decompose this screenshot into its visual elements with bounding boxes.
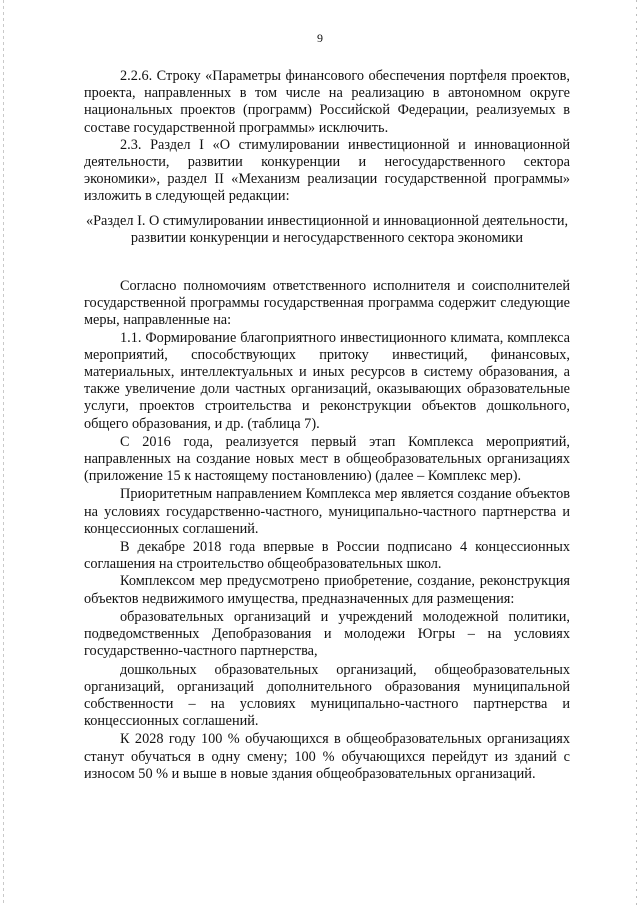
paragraph-educational-organizations: образовательных организаций и учреждений молодежной политики, подведомственных Депобразования и молодежи Югры – на условиях государственно-частного партнерства, xyxy=(84,608,570,660)
paragraph-2-3: 2.3. Раздел I «О стимулировании инвестиционной и инновационной деятельности, развитии конкуренции и негосударственного сектора экономики», раздел II «Механизм реализации государственной программы» изложить в следующей редакции: xyxy=(84,136,570,205)
paragraph-preschool-organizations: дошкольных образовательных организаций, общеобразовательных организаций, организаций дополнительного образования муниципальной собственности – на условиях муниципально-частного партнерства и концессионных соглашений. xyxy=(84,661,570,730)
paragraph-2-2-6: 2.2.6. Строку «Параметры финансового обеспечения портфеля проектов, проекта, направленных в том числе на реализацию в автономном округе национальных проектов (программ) Российской Федерации, реализуемых в составе государственной программы» исключить. xyxy=(84,68,570,136)
scan-edge-left xyxy=(3,0,4,905)
paragraph-complex-provides: Комплексом мер предусмотрено приобретение, создание, реконструкция объектов недвижимого имущества, предназначенных для размещения: xyxy=(84,573,570,607)
scan-edge-right xyxy=(636,0,637,905)
paragraph-priority: Приоритетным направлением Комплекса мер является создание объектов на условиях государственно-частного, муниципально-частного партнерства и концессионных соглашений. xyxy=(84,486,570,537)
section-heading: «Раздел I. О стимулировании инвестиционной и инновационной деятельности, развитии конкуренции и негосударственного сектора экономики xyxy=(85,212,569,246)
paragraph-measures-intro: Согласно полномочиям ответственного исполнителя и соисполнителей государственной программы государственная программа содержит следующие меры, направленные на: xyxy=(84,278,570,329)
page-number: 9 xyxy=(317,31,323,45)
paragraph-by-2028: К 2028 году 100 % обучающихся в общеобразовательных организациях станут обучаться в одну смену; 100 % обучающихся перейдут из зданий с износом 50 % и выше в новые здания общеобразовательных организаций. xyxy=(84,731,570,782)
paragraph-since-2016: С 2016 года, реализуется первый этап Комплекса мероприятий, направленных на создание новых мест в общеобразовательных организациях (приложение 15 к настоящему постановлению) (далее – Комплекс мер). xyxy=(84,433,570,485)
document-body xyxy=(84,68,570,783)
paragraph-december-2018: В декабре 2018 года впервые в России подписано 4 концессионных соглашения на строительство общеобразовательных школ. xyxy=(84,539,570,573)
spacer xyxy=(84,247,570,278)
paragraph-1-1: 1.1. Формирование благоприятного инвестиционного климата, комплекса мероприятий, способствующих притоку инвестиций, финансовых, материальных, интеллектуальных и иных ресурсов в систему образования, а также увеличение доли частных организаций, оказывающих образовательные услуги, проектов строительства и реконструкции объектов дошкольного, общего образования, и др. (таблица 7). xyxy=(84,329,570,432)
